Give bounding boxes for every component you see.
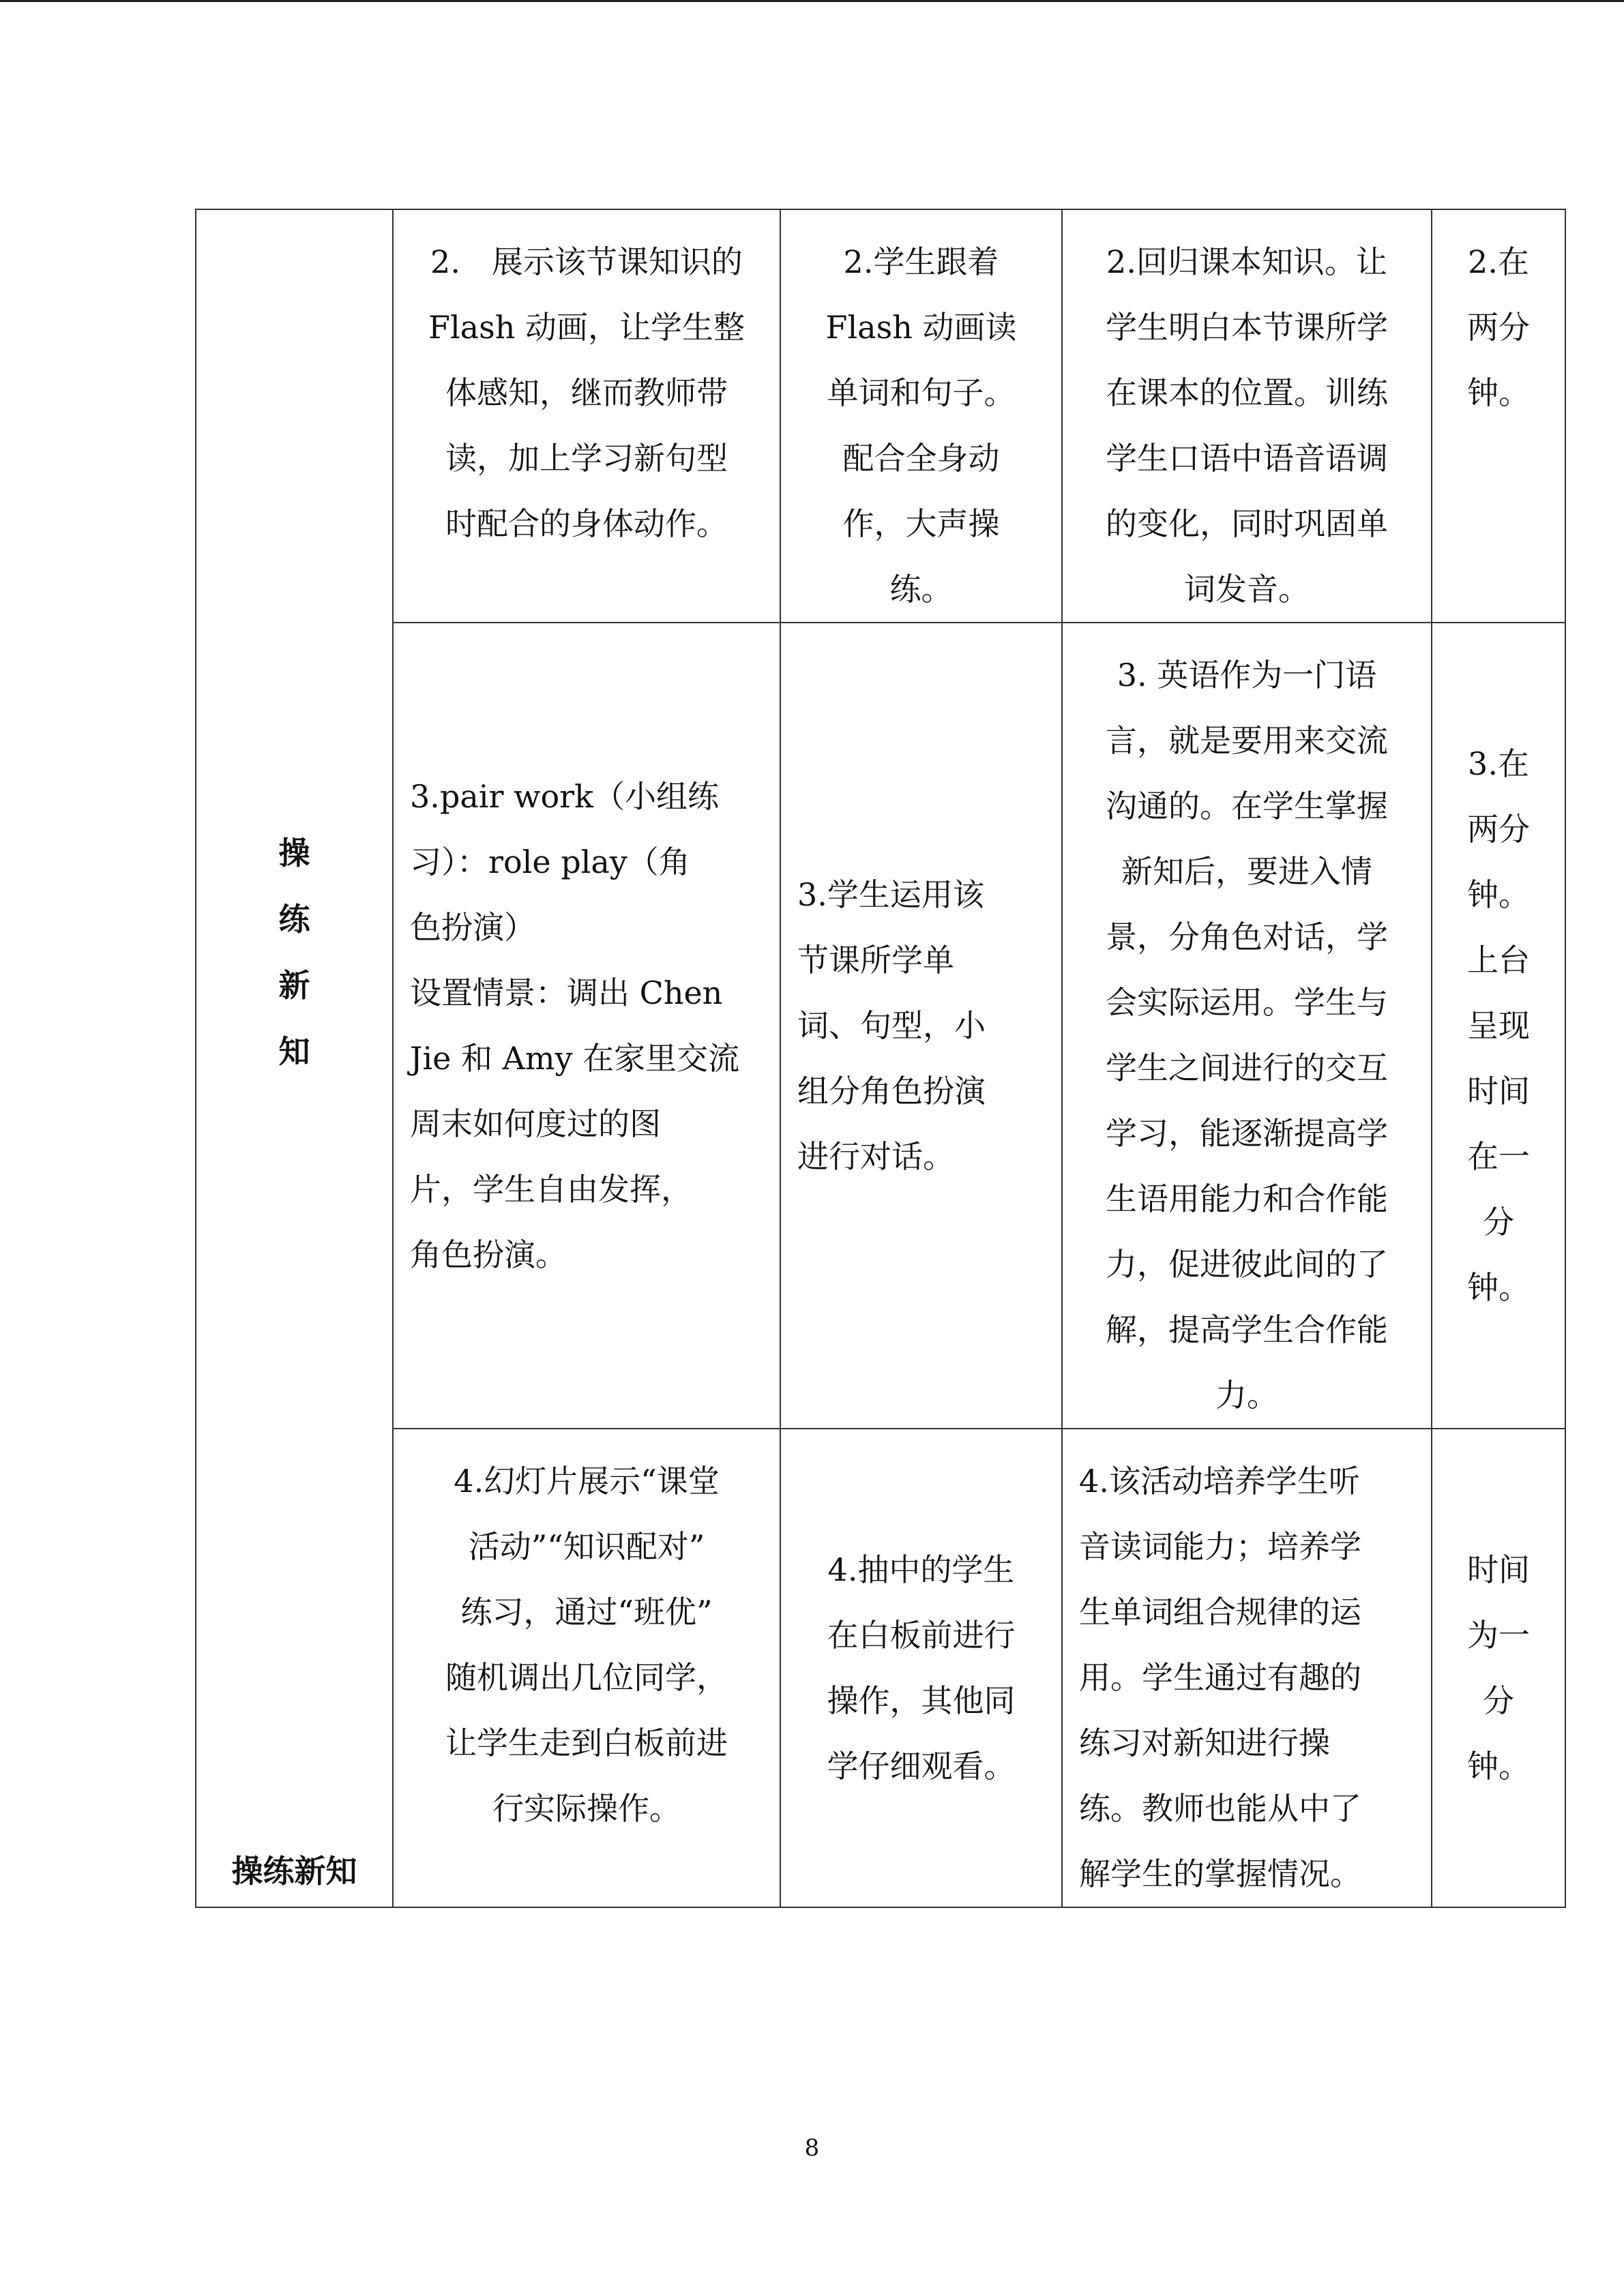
stage-label-vertical: 操 练 新 知	[278, 835, 310, 1070]
time-cell: 时间 为一 分 钟。	[1432, 1429, 1565, 1907]
purpose-cell: 4.该活动培养学生听 音读词能力；培养学 生单词组合规律的运 用。学生通过有趣的 练习对新知进行操 练。教师也能从中了 解学生的掌握情况。	[1062, 1429, 1432, 1907]
student-activity-cell: 2.学生跟着 Flash 动画读 单词和句子。 配合全身动 作，大声操 练。	[780, 209, 1062, 623]
time-cell: 3.在 两分 钟。 上台 呈现 时间 在一 分 钟。	[1432, 623, 1565, 1429]
table-row	[196, 623, 1565, 1429]
stage-cell	[196, 209, 393, 1907]
student-activity-cell: 3.学生运用该 节课所学单 词、句型，小 组分角色扮演 进行对话。	[780, 623, 1062, 1429]
teacher-activity-cell: 4.幻灯片展示“课堂 活动”“知识配对” 练习，通过“班优” 随机调出几位同学， 让学生走到白板前进 行实际操作。	[393, 1429, 780, 1907]
teacher-activity-cell: 2. 展示该节课知识的 Flash 动画，让学生整 体感知，继而教师带 读，加上学习新句型 时配合的身体动作。	[393, 209, 780, 623]
page-number: 8	[804, 2134, 820, 2162]
table-row	[196, 209, 1565, 623]
table-row	[196, 1429, 1565, 1907]
lesson-plan-table	[195, 209, 1566, 1908]
page-top-rule	[0, 0, 1624, 2]
teacher-activity-cell: 3.pair work（小组练 习）：role play（角 色扮演） 设置情景：调出 Chen Jie 和 Amy 在家里交流 周末如何度过的图 片，学生自由发挥， 角色扮演。	[393, 623, 780, 1429]
stage-label-bottom: 操练新知	[231, 1853, 357, 1890]
student-activity-cell: 4.抽中的学生 在白板前进行 操作，其他同 学仔细观看。	[780, 1429, 1062, 1907]
purpose-cell: 2.回归课本知识。让 学生明白本节课所学 在课本的位置。训练 学生口语中语音语调 的变化，同时巩固单 词发音。	[1062, 209, 1432, 623]
time-cell: 2.在 两分 钟。	[1432, 209, 1565, 623]
purpose-cell: 3. 英语作为一门语 言，就是要用来交流 沟通的。在学生掌握 新知后，要进入情 景，分角色对话，学 会实际运用。学生与 学生之间进行的交互 学习，能逐渐提高学 生语用能力和合作能 力，促进彼此间的了 解，提高学生合作能 力。	[1062, 623, 1432, 1429]
